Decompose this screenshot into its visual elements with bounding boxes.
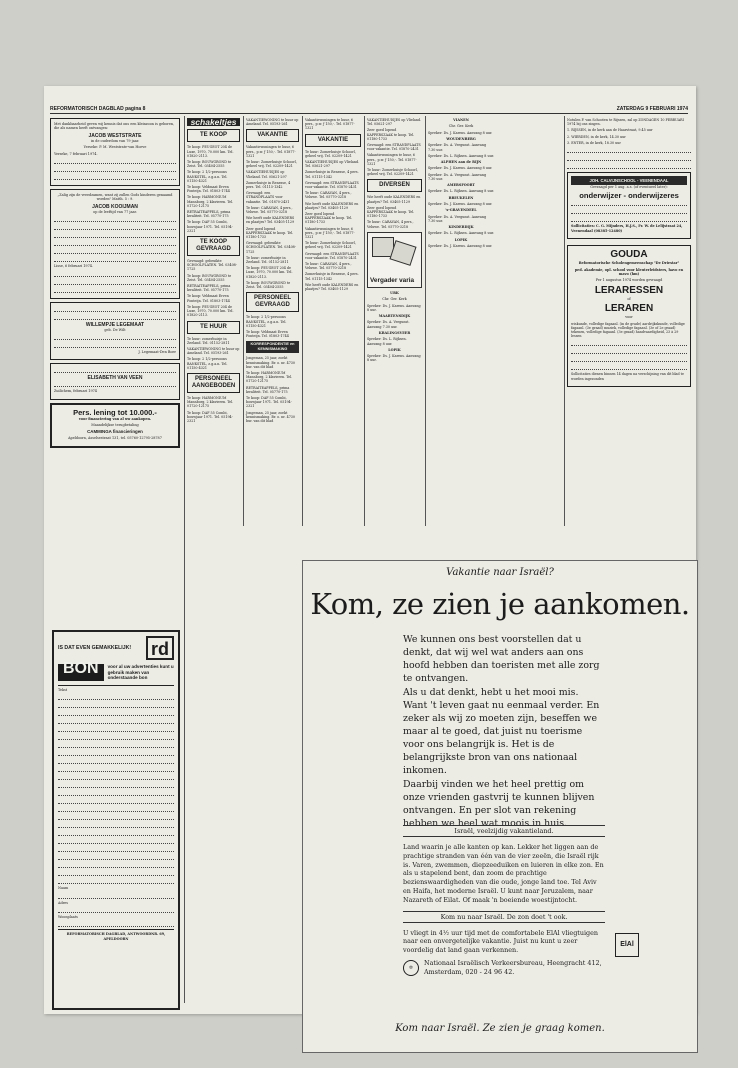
meeting-speaker: Spreker: Ds. J. Karens. Aanvang 8 uur. [428,244,493,249]
classified-ad: Gevraagd: een STRANDPLAATS voor vakantie. Tel. 01870-2431 [305,251,359,260]
announcement-death-2 [50,302,180,361]
classifieds-column-2 [246,118,299,425]
vergader-varia-logo [367,232,422,288]
classified-ad: Zomerhuisje in Renesse, 4 pers. Tel. 01115-1342 [305,170,359,179]
school-contact: Sollicitaties: C. G. Mijnders, H.J.S., Fr. W. de Lelijstraat 24, Veenendaal (08385-12480) [571,224,683,233]
meeting-speaker: Spreker: Ds. J. Karens. Aanvang 8 uur. [367,303,421,312]
announcement-quote: „Zalig zijn de vreedzamen, want zij zullen Gods kinderen genaamd worden" Matth. 5 : 9. [57,193,173,202]
classified-ad: Te koop: BOUWGROND te Zeist. Tel. 03404-2555 [187,273,232,282]
meeting-church: Chr. Ger. Kerk [448,124,474,129]
column-rule [302,116,303,526]
announcement-age: op de leeftijd van 77 jaar. [93,209,137,214]
category-personeel-gevraagd: PERSONEEL GEVRAAGD [246,292,299,312]
name-field[interactable] [58,893,174,899]
city-field[interactable] [58,921,174,927]
classified-ad: Vakantiewoningen te huur, 6 pers., p.w. ƒ 150,-. Tel. 01877-1321 [246,145,296,158]
meeting-place: URK [390,290,399,295]
meeting-place: AMERSFOORT [447,183,475,188]
classified-ad: RETRAITEAPPELS, prima kwaliteit. Tel. 05770-175 [187,210,231,219]
field-label-adres: Adres [58,900,68,905]
classified-ad: Te huur: zomerhuisje in Zeeland. Tel. 01152-2811 [187,336,230,345]
classified-ad: Gevraagd: een STRANDPLAATS voor vakantie. Tel. 01870-2431 [305,180,359,190]
column-rule [243,116,244,526]
classified-ad: Te koop: Veldmaat Erven Fonteijn. Tel. 01803-1744 [246,329,289,339]
announcement-date: Yerseke, 7 februari 1974. [54,151,98,156]
meeting-speaker: Spreker: Ds. L. Rijksen. Aanvang 8 uur. [367,337,407,346]
gouda-subjects: wiskunde, volledige fagaanl. (in de grade) aardrijkskunde, volledige fagaanl. (3e graad) muziek, volledige fagaanl. (3e of 2e graad) tekenen, volledige fagaanl. (3e graad) handvaardigheid, 23 à 29 lessen [571,321,685,339]
classified-ad: Zomerhuisje in Renesse, 4 pers. Tel. 01115-1342 [246,180,291,190]
announcement-family: Yerseke: P. M. Weststrate-van Hoeve [83,145,147,150]
announcement-date: Zuilichem, februari 1974 [54,389,97,394]
field-label-tekst: Tekst [58,687,68,692]
meeting-place: BREUKELEN [448,195,474,200]
classified-ad: Zomerhuisje in Renesse, 4 pers. Tel. 01115-1342 [305,272,359,281]
ad-body [403,633,605,830]
meeting-speaker: Spreker: Ds. J. Karens. Aanvang 8 uur. [367,354,421,363]
classified-ad: Wie heeft oude KALENDERS en plaatjes? Tel. 03405-1129 [305,201,359,210]
classified-ad: Zeer goed lopend KAPPERSZAAK te koop. Tel. 01180-1733 [367,205,415,219]
gouda-footer: Sollicitaties dienen binnen 14 dagen na verschijning van dit blad te worden ingezonden [571,372,684,381]
gouda-text: Per 1 augustus 1974 worden gevraagd [595,278,663,283]
newspaper-page [44,86,696,1034]
school-sub: Gevraagd per 1 aug. a.s. (of eventueel later): [590,185,668,190]
classified-ad: Te koop: HARMONIUM Mannborg, 2 klavieren. Tel. 01720-12175 [187,395,234,409]
classified-ad: Vakantiewoningen te huur, 6 pers., p.w. ƒ 150,-. Tel. 01877-1321 [305,226,355,240]
classified-ad: Te koop: 2 1/2-persoons BANKSTEL, z.g.a.n. Tel. 01150-4321 [187,357,228,370]
gouda-sub2: ped. akademie, opl. school voor kleuterleidsters, havo en mavo (hm) [574,267,684,277]
meeting-place: WOUDENBERG [446,137,476,142]
meeting-place: 's-GRAVENDEEL [445,208,477,213]
announcement-place: Lisse, 6 februari 1974. [54,264,93,269]
bon-label: BON [58,664,104,681]
meeting-speaker: Spreker: Ds. L. Rijksen. Aanvang 8 uur. [428,231,494,236]
category-te-huur: TE HUUR [187,321,240,334]
meeting-place: LOPIK [454,237,468,242]
classified-ad: Te koop: Veldmaat Erven Fonteijn. Tel. 01803-1744 [187,294,230,303]
classified-ad: Vakantiewoningen te huur, 6 pers., p.w. ƒ 150,-. Tel. 01877-1321 [367,153,417,166]
meetings-column [428,118,494,250]
ad-contact: Nationaal Israëlisch Verkeersbureau, Heengracht 412, Amsterdam, 020 - 24 96 42. [424,958,602,976]
classified-ad: Te koop: BOUWGROND te Zeist. Tel. 03404-2555 [246,280,291,290]
ad-paragraph: Daarbij vinden we het heel prettig om onze vrienden gastvrij te kunnen blijven ontvangen. En per slot van rekening hebben we heel wat moois in huis. [403,779,595,829]
gouda-vacancy-ad [567,245,691,387]
meeting-place: MAARTENSDIJK [378,314,411,319]
meeting-speaker: Spreker: Ds. J. Karens. Aanvang 8 uur. [428,130,493,135]
classified-ad: Te koop: BOUWGROND te Zeist. Tel. 03404-2555 [187,160,232,169]
school-vacancy-ad [567,172,691,239]
meeting-place: KINDERDIJK [448,225,474,230]
classified-ad: Zeer goed lopend KAPPERSZAAK te koop. Tel. 01180-1733 [367,128,415,141]
classified-ad: Te huur: CARAVAN, 4 pers., Veluwe. Tel. 05770-3218 [367,220,414,229]
gouda-voor: voor [625,315,633,320]
classified-ad: VAKANTIEHUISJES op Vlieland. Tel. 05621-297 [305,160,360,169]
announcement-death-3 [50,363,180,399]
notice-item: 1. RIJSSEN, in de kerk aan de Haarstraat, 9.45 uur [567,128,653,133]
classified-ad: Te koop: PEUGEOT 204 de Luxe, 1970, 70.000 km. Tel. 01820-2113. [246,266,293,279]
column-rule [425,116,426,526]
classified-ad: VAKANTIEHUISJES op Vlieland. Tel. 05621-297 [246,170,287,179]
category-correspondentie: KORRESPONDENTIE en KENNISMAKING [246,341,299,353]
loan-title: Pers. lening tot 10.000.- [73,407,157,417]
school-title: JOH. CALVIJNSCHOOL - VEENENDAAL [571,176,687,185]
coupon-title: IS DAT EVEN GEMAKKELIJK! [58,645,132,651]
gouda-sub: Reformatorische Scholengemeenschap "De Driestar" [578,261,680,266]
israel-travel-ad [302,560,698,1053]
ad-paragraph: U vliegt in 4½ uur tijd met de comfortabele ElAl vliegtuigen naar een onvergetelijke vakantie. Juist nu kunt u zeer voordelig dat land gaan verkennen. [403,928,598,955]
notice-intro: Notulen F. van Schooten te Rijssen, zal op ZONDAGEN 10 FEBRUARI 1974 bij ons zingen. [567,118,684,127]
field-label-naam: Naam [58,886,69,891]
classified-ad: Te koop: HARMONIUM Mannborg, 2 klavieren. Tel. 01720-12175 [187,195,234,208]
meeting-speaker: Spreker: Ds. A. Vergunst. Aanvang 7.30 uur. [428,172,487,181]
header-right: ZATERDAG 9 FEBRUARI 1974 [616,106,688,112]
classified-ad: RETRAITEAPPELS, prima kwaliteit. Tel. 05770-175 [246,385,290,394]
meeting-church: Chr. Ger. Kerk [382,297,407,302]
bon-text: voor al uw advertenties kunt u gebruik maken van onderstaande bon [107,664,174,681]
category-te-koop: TE KOOP [187,129,240,142]
column-rule [184,116,185,1003]
school-role: onderwijzer - onderwijzeres [579,191,679,201]
ad-footer: Kom naar Israël. Ze zien je graag komen. [395,1023,605,1034]
classified-ad: Te huur: CARAVAN, 4 pers., Veluwe. Tel. 05770-3218 [305,262,352,271]
classified-ad: VAKANTIEWONING te huur op Ameland. Tel. 05193-261 [246,118,299,127]
announcement-name: JACOB KOOIJMAN [92,203,138,210]
ad-paragraph: Als u dat denkt, hebt u het mooi mis. Want 't leven gaat nu eenmaal verder. En zeker als wij zo moeten zijn, beseffen we maar al te goed, dat juist nu toerisme voor ons belangrijk is. Het is de belangrijkste bron van ons nationaal inkomen. [403,687,600,776]
coupon-footer: REFORMATORISCH DAGBLAD, ANTWOORDNR. 69, APELDOORN [66,932,166,941]
right-ads-column [567,118,691,387]
classified-ad: Te huur: CARAVAN, 4 pers., Veluwe. Tel. 05770-3218 [246,205,293,215]
classified-ad: Te huur: Zomerhuisje Schoorl, geheel vrij. Tel. 02209-1421 [305,149,356,158]
category-diversen: DIVERSEN [367,179,422,192]
meeting-speaker: Spreker: Ds. J. Karens. Aanvang 8 uur. [428,166,493,171]
classified-ad: Wie heeft oude KALENDERS en plaatjes? Tel. 03405-1129 [305,282,359,292]
field-label-woonplaats: Woonplaats [58,915,78,919]
announcement-death-1 [50,189,180,299]
seal-icon: ✡ [403,960,419,976]
notice-item: 3. ENTER, in de kerk, 18.30 uur [567,140,621,145]
ad-tagline: Vakantie naar Israël? [446,567,554,578]
ad-paragraph: We kunnen ons best voorstellen dat u denkt, dat wij wel wat anders aan ons hoofd hebben dan toeristen met alle zorg te ontvangen. [403,634,600,684]
column-rule [364,116,365,526]
meeting-speaker: Spreker: Ds. A. Vergunst. Aanvang 7.30 uur. [428,214,487,223]
gouda-role: LERAREN [604,303,654,315]
classified-ad: Zeer goed lopend KAPPERSZAAK te koop. Tel. 01180-1733 [305,212,353,225]
classifieds-column-1 [187,118,240,425]
ad-coupon [52,630,180,1010]
elal-logo: ElAl [615,933,639,957]
classifieds-column-3 [305,118,361,293]
loan-ad [50,403,180,448]
vergader-varia-title: Vergader varia [370,276,415,284]
notice-item: 2. WIERDEN, in de kerk, 14.30 uur [567,134,626,139]
classified-ad: Gevraagd: een STRANDPLAATS voor vakantie. Tel. 01870-2431 [367,143,421,152]
gouda-or: of [627,296,631,301]
category-vakantie: VAKANTIE [246,129,299,142]
announcement-name: ELISABETH VAN VEEN [87,375,143,382]
ad-section-2 [403,825,605,977]
classified-ad: Jongeman, 25 jaar, zoekt kennismaking. Br. o. nr. 4730 bur. van dit blad [246,410,295,423]
category-vakantie: VAKANTIE [305,134,361,147]
classified-ad: Te koop: PEUGEOT 204 de Luxe, 1970, 70.000 km. Tel. 01820-2113. [187,304,234,318]
loan-address: Apeldoorn, Asselsestraat 131, tel. 05760-12795-28787 [68,436,162,441]
meeting-place: ALPHEN aan de RIJN [440,160,482,165]
classified-ad: Gevraagd: gebruikte SCHOOLPLATEN. Tel. 03408-1725 [246,241,296,254]
family-announcements-column [50,118,180,448]
gouda-title: GOUDA [610,249,648,261]
announcement-family: J. Legemaat-Den Boer [138,350,176,355]
classified-ad: Wie heeft oude KALENDERS en plaatjes? Tel. 03405-1129 [367,195,421,204]
announcement-birth [50,118,180,186]
loan-line: Maandelijkse terugbetaling [91,423,139,428]
announcement-name: JACOB WESTSTRATE [88,132,142,139]
address-field[interactable] [58,907,174,913]
ad-headline: Kom, ze zien je aankomen. [310,587,690,621]
meeting-place: VIANEN [453,118,469,122]
category-personeel-aangeboden: PERSONEEL AANGEBODEN [187,373,240,393]
ad-subhead: Israël, veelzijdig vakantieland. [403,825,605,837]
meeting-place: KRALINGSVEER [378,330,411,335]
loan-brand: CAMMINGA financieringen [87,428,143,434]
page-header [50,104,688,114]
loan-line: voor financiering van al uw aankopen. [78,416,152,421]
classified-ad: Te huur: zomerhuisje in Zeeland. Tel. 01152-2811 [246,255,289,265]
classified-ad: Jongeman, 25 jaar, zoekt kennismaking. Br. o. nr. 4730 bur. van dit blad [246,356,295,369]
meeting-speaker: Spreker: Ds. J. Karens. Aanvang 8 uur. [428,202,493,207]
classified-ad: Te koop: DAF 55 Combi, bouwjaar 1971. Tel. 05194-2321 [187,220,233,233]
rd-logo: rd [146,636,174,660]
classified-ad: Te huur: Zomerhuisje Schoorl, geheel vrij. Tel. 02209-1421 [246,160,297,169]
classified-ad: Te huur: Zomerhuisje Schoorl, geheel vrij. Tel. 02209-1421 [367,168,418,177]
classifieds-column-4 [367,118,422,365]
category-te-koop-gevraagd: TE KOOP GEVRAAGD [187,236,240,256]
classified-ad: VAKANTIEWONING te huur op Ameland. Tel. 05193-261 [187,346,240,356]
ad-subhead: Kom nu naar Israël. De zon doet 't ook. [403,911,605,923]
meeting-speaker: Spreker: Ds. L. Rijksen. Aanvang 8 uur. [428,153,494,158]
announcement-sub: geb. De Wilt [104,327,126,332]
classified-ad: Te huur: CARAVAN, 4 pers., Veluwe. Tel. 05770-3218 [305,191,352,200]
classified-ad: Zeer goed lopend KAPPERSZAAK te koop. Tel. 01180-1733 [246,226,294,240]
classified-ad: Te koop: 2 1/2-persoons BANKSTEL, z.g.a.n. Tel. 01150-4321 [187,170,228,183]
classified-ad: Gevraagd: een STRANDPLAATS voor vakantie. Tel. 01870-2431 [246,191,290,204]
text-field[interactable] [58,694,174,884]
classified-ad: RETRAITEAPPELS, prima kwaliteit. Tel. 05770-175 [187,284,231,293]
classified-ad: Te koop: 2 1/2-persoons BANKSTEL, z.g.a.n. Tel. 01150-4321 [246,315,287,328]
column-rule [564,116,565,526]
announcement-text: Met dankbaarheid geven wij kennis dat ons een kleinzoon is geboren, die als namen heeft ontvangen: [54,122,175,131]
meeting-place: LOPIK [388,347,401,352]
classified-ad: Te koop: PEUGEOT 204 de Luxe, 1970, 70.000 km. Tel. 01820-2113. [187,145,234,158]
classified-ad: Te huur: Zomerhuisje Schoorl, geheel vrij. Tel. 02209-1421 [305,241,356,250]
gouda-role: LERARESSEN [594,284,664,296]
classified-ad: Vakantiewoningen te huur, 6 pers., p.w. ƒ 150,-. Tel. 01877-1321 [305,118,355,131]
classified-ad: Te koop: HARMONIUM Mannborg, 2 klavieren. Tel. 01720-12175 [246,370,293,384]
classified-ad: Te koop: DAF 55 Combi, bouwjaar 1971. Tel. 05194-2321 [246,395,292,409]
meeting-speaker: Spreker: Ds. A. Vergunst. Aanvang 7.30 uur. [428,143,487,152]
header-left: REFORMATORISCH DAGBLAD pagina 8 [50,106,146,112]
classified-ad: VAKANTIEHUISJES op Vlieland. Tel. 05621-297 [367,118,422,127]
ad-paragraph: Land waarin je alle kanten op kan. Lekker het liggen aan de prachtige stranden van één van de vier zeeën, die Israël rijk is. Varen, zwemmen, diepzeeduiken en luieren in elke zon. En als u stapelend bent, dan zoom de prachtige bezienswaardigheden van die oude, jonge land toe. Tel Aviv en Haifa, het moderne Israël. U kunt naar Jeruzalem, naar Nazareth of Eilat. Of maak 'n boeiende woestijntocht. [403,843,604,904]
meeting-speaker: Spreker: Ds. L. Rijksen. Aanvang 8 uur. [428,189,494,194]
classified-ad: Wie heeft oude KALENDERS en plaatjes? Tel. 03405-1129 [246,216,295,225]
announcement-name: WILLEMPJE LEGEMAAT [85,321,145,328]
classified-ad: Te koop: Veldmaat Erven Fonteijn. Tel. 01803-1744 [187,185,230,194]
meeting-speaker: Spreker: Ds. A. Vergunst. Aanvang 7.30 uur. [367,320,410,329]
classified-ad: Gevraagd: gebruikte SCHOOLPLATEN. Tel. 03408-1725 [187,259,237,272]
schakeltjes-logo: schakeltjes [187,118,240,126]
announcement-age: in de ouderdom van 79 jaar. [90,138,140,143]
classified-ad: Te koop: DAF 55 Combi, bouwjaar 1971. Tel. 05194-2321 [187,410,233,423]
